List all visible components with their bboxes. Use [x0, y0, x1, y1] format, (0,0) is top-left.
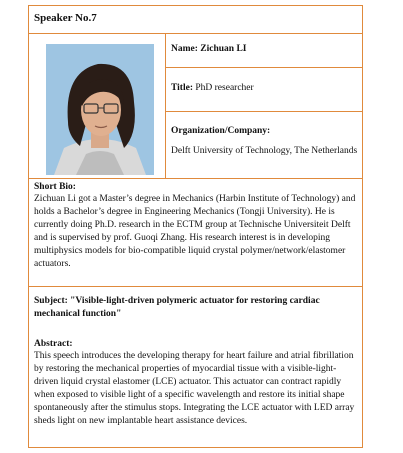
title-label: Title: [171, 83, 193, 93]
organization-label: Organization/Company: [171, 126, 271, 136]
subject-line: Subject: "Visible-light-driven polymeric actuator for restoring cardiac [34, 296, 320, 306]
speaker-number-title: Speaker No.7 [34, 12, 97, 24]
abstract-heading: Abstract: [34, 339, 73, 349]
speaker-photo [46, 44, 154, 175]
portrait-illustration [46, 44, 154, 175]
title-value: PhD researcher [195, 83, 254, 93]
header-divider [28, 33, 363, 34]
abstract-line: by restoring the mechanical properties of myocardial tissue with a visible-light- [34, 364, 337, 374]
bio-divider [28, 286, 363, 287]
bio-line: Zichuan Li got a Master’s degree in Mechanics (Harbin Institute of Technology) and [34, 194, 356, 204]
abstract-line: sheds light on new implantable heart assistance devices. [34, 416, 248, 426]
abstract-line: This speech introduces the developing therapy for heart failure and atrial fibrillation [34, 351, 354, 361]
abstract-line: driven liquid crystal elastomer (LCE) actuator. This actuator can contract rapidly [34, 377, 342, 387]
speaker-title [171, 82, 254, 96]
subject-line: mechanical function" [34, 309, 122, 319]
name-divider [165, 67, 363, 68]
speaker-name: Name: Zichuan LI [171, 44, 247, 54]
bio-line: and is supervised by prof. Guoqi Zhang. His research interest is in developing [34, 233, 331, 243]
organization-value: Delft University of Technology, The Netherlands [171, 146, 358, 156]
bio-heading: Short Bio: [34, 182, 76, 192]
bio-line: actuators. [34, 259, 71, 269]
details-divider [28, 178, 363, 179]
bio-line: holds a Bachelor’s degree in Engineering Mechanics (Tongji University). He is [34, 207, 335, 217]
abstract-line: spontaneously after the stimulus stops. Integrating the LCE actuator with LED array [34, 403, 355, 413]
bio-line: multiphysics models for bio-compatible liquid crystal polymer/network/elastomer [34, 246, 346, 256]
photo-column-divider [165, 33, 166, 178]
bio-line: currently doing Ph.D. research in the ECTM group at Technische Universiteit Delft [34, 220, 351, 230]
abstract-line: when exposed to visible light of a specific wavelength and restore its initial shape [34, 390, 345, 400]
title-divider [165, 111, 363, 112]
